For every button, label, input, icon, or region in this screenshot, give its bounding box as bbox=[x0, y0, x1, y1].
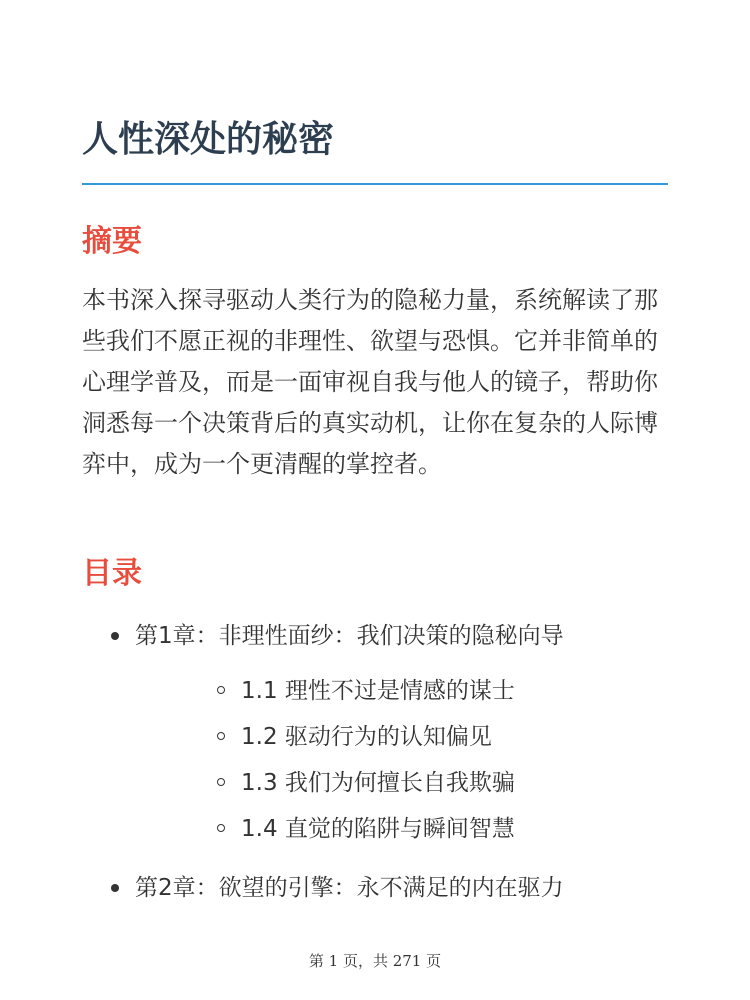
abstract-paragraph: 本书深入探寻驱动人类行为的隐秘力量，系统解读了那些我们不愿正视的非理性、欲望与恐惧。它并非简单的心理学普及，而是一面审视自我与他人的镜子，帮助你洞悉每一个决策背后的真实动机，让你在复杂的人际博弈中，成为一个更清醒的掌控者。 bbox=[82, 286, 658, 478]
table-of-contents bbox=[82, 614, 668, 910]
section-title: 1.4 直觉的陷阱与瞬间智慧 bbox=[241, 816, 515, 842]
hollow-bullet-icon bbox=[217, 824, 225, 832]
filled-bullet-icon bbox=[111, 632, 119, 640]
hollow-bullet-icon bbox=[217, 732, 225, 740]
toc-section-1-4 bbox=[135, 806, 668, 852]
toc-chapter-2 bbox=[82, 866, 668, 910]
abstract-heading: 摘要 bbox=[82, 224, 142, 259]
toc-heading: 目录 bbox=[82, 556, 142, 591]
section-title: 1.3 我们为何擅长自我欺骗 bbox=[241, 770, 515, 796]
chapter-1-sections bbox=[135, 668, 668, 852]
title-divider bbox=[82, 183, 668, 185]
hollow-bullet-icon bbox=[217, 686, 225, 694]
section-title: 1.2 驱动行为的认知偏见 bbox=[241, 724, 492, 750]
book-title: 人性深处的秘密 bbox=[82, 119, 335, 160]
toc-section-1-1 bbox=[135, 668, 668, 714]
filled-bullet-icon bbox=[111, 884, 119, 892]
chapter-title: 第1章：非理性面纱：我们决策的隐秘向导 bbox=[135, 623, 564, 649]
toc-section-1-2 bbox=[135, 714, 668, 760]
toc-section-1-3 bbox=[135, 760, 668, 806]
chapter-title: 第2章：欲望的引擎：永不满足的内在驱力 bbox=[135, 875, 564, 901]
hollow-bullet-icon bbox=[217, 778, 225, 786]
toc-chapter-1 bbox=[82, 614, 668, 852]
section-title: 1.1 理性不过是情感的谋士 bbox=[241, 678, 515, 704]
page-number-footer: 第 1 页，共 271 页 bbox=[308, 952, 442, 970]
